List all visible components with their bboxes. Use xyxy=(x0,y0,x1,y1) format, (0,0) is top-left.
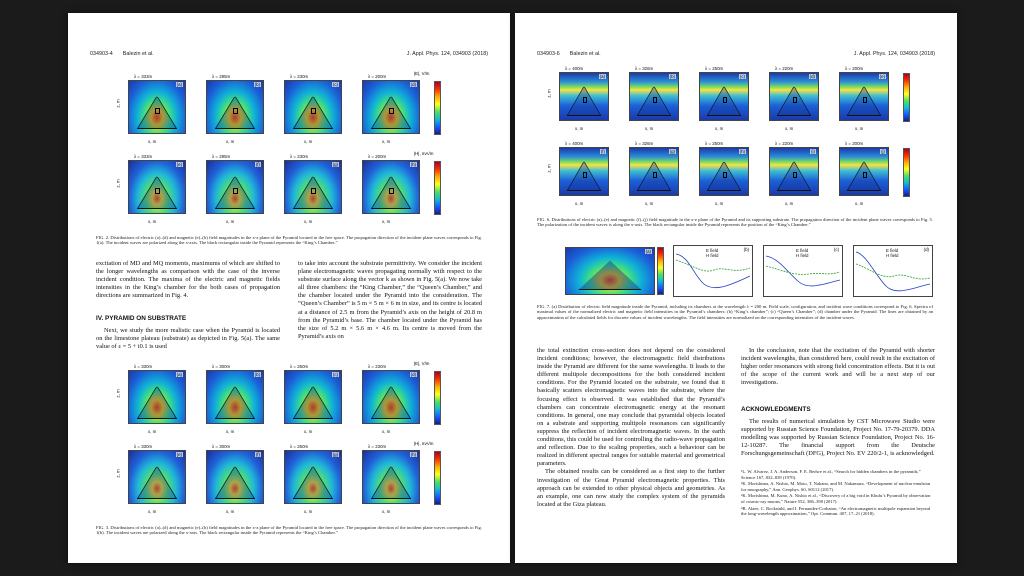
figure-7 xyxy=(565,243,937,303)
field-map xyxy=(839,72,889,121)
x-axis-label: x, m xyxy=(382,219,391,224)
x-axis-label: x, m xyxy=(226,219,235,224)
journal-ref: J. Appl. Phys. 124, 034903 (2018) xyxy=(853,51,935,57)
kings-chamber-marker xyxy=(653,97,657,103)
paragraph: excitation of MD and MQ moments, maximums of which are shifted to the longer wavelengths as comparison with the case of the inverse incident condition. The maxima of the electric and magnetic fields intensities in the King’s chamber for the both cases of propagation directions are summarized in Fig. 4. xyxy=(96,260,280,300)
kings-chamber-marker xyxy=(311,188,316,195)
field-map xyxy=(362,80,420,134)
field-map xyxy=(839,147,889,196)
colorbar xyxy=(903,73,910,122)
field-map xyxy=(362,160,420,214)
field-map xyxy=(284,370,342,424)
wavelength-label: λ = 230m xyxy=(290,74,309,79)
e-field-line xyxy=(676,254,750,288)
paragraph: the total extinction cross-section does not depend on the considered incident conditions; however, the electromagnetic field distributions inside the Pyramid are different for the same wavelengths. It leads to the different multipole decompositions for the both considered incident conditions. For the Pyramid located on the substrate, we found that it basically scatters electromagnetic waves into the substrate, where the focusing effect is observed. It was established that the Pyramid’s chambers can concentrate electromagnetic energy at the resonant conditions. In general, one may conclude that pyramidal objects located on a substrate and supporting multipole resonances can significantly suppress the reflection of incident electromagnetic waves. In the earth conditions, this could be used for controlling the radio-wave propagation and reflection. Due to the scaling properties, such a behaviour can be realized in different spectral ranges for suitable material and geometrical parameters. xyxy=(537,347,725,468)
colorbar-unit: |E|, V/m xyxy=(414,361,430,366)
legend-e: E field xyxy=(706,248,719,253)
panel-tag: (c) xyxy=(332,82,338,87)
reference: ²K. Morishima, A. Nishio, M. Moto, T. Nakano, and M. Nakamura, “Development of nuclear emulsion for muography,” Ann. Geophys. 60, S0112 (2017). xyxy=(741,481,931,492)
panel-tag: (g) xyxy=(669,149,675,154)
panel-tag: (b) xyxy=(254,82,260,87)
wavelength-label: λ = 230m xyxy=(290,154,309,159)
paragraph: In the conclusion, note that the excitation of the Pyramid with shorter incident wavelengths, than considered here, could result in the excitation of higher order resonances with strong field concentration effects. But it is out of the scope of the current work and will be a next step of our investigations. xyxy=(741,347,935,387)
wavelength-label: λ = 230m xyxy=(368,444,387,449)
kings-chamber-marker xyxy=(723,172,727,178)
kings-chamber-marker xyxy=(793,172,797,178)
references xyxy=(741,469,935,518)
field-panel xyxy=(198,445,266,517)
kings-chamber-marker xyxy=(311,108,316,115)
wavelength-label: λ = 400m xyxy=(565,141,584,146)
section-title: IV. PYRAMID ON SUBSTRATE xyxy=(96,315,187,322)
field-panel xyxy=(354,75,422,147)
y-axis-label: z, m xyxy=(115,469,121,478)
wavelength-label: λ = 260m xyxy=(290,364,309,369)
field-panel xyxy=(546,66,611,134)
ack-text xyxy=(741,418,935,458)
colorbar xyxy=(434,451,441,505)
x-axis-label: x, m xyxy=(575,126,584,131)
wavelength-label: λ = 220m xyxy=(775,66,794,71)
wavelength-label: λ = 326m xyxy=(635,141,654,146)
panel-tag: (f) xyxy=(600,149,605,154)
panel-tag: (a) xyxy=(176,82,182,87)
panel-tag: (h) xyxy=(410,452,416,457)
wavelength-label: λ = 200m xyxy=(368,74,387,79)
wavelength-label: λ = 200m xyxy=(845,66,864,71)
wavelength-label: λ = 300m xyxy=(212,364,231,369)
kings-chamber-marker xyxy=(863,172,867,178)
x-axis-label: x, m xyxy=(226,509,235,514)
field-map xyxy=(284,80,342,134)
panel-tag: (c) xyxy=(833,247,839,252)
wavelength-label: λ = 330m xyxy=(134,444,153,449)
x-axis-label: x, m xyxy=(575,201,584,206)
kings-chamber-marker xyxy=(233,108,238,115)
y-axis-label: z, m xyxy=(115,99,121,108)
figure-2 xyxy=(115,71,490,235)
pyramid-outline xyxy=(215,466,255,499)
figure-6-caption: FIG. 6. Distributions of electric (a)–(e) and magnetic (f)–(j) field magnitude in the x-z plane of the Pyramid and its supporting substrate. The propagation direction of the incident plane waves corresponds to Fig. 5. The polarization of the incident waves is along the x-axis. The black rectangular inside the Pyramid represents the position of the “King’s Chamber.” xyxy=(537,217,933,228)
kings-chamber-marker xyxy=(793,97,797,103)
figure-3-caption: FIG. 3. Distributions of electric (a)–(d) and magnetic (e)–(h) field magnitudes in the x-z plane of the Pyramid located in the free space. The propagation direction of the incident plane waves corresponds to Fig. 1(b). The incident waves are polarized along the x-axis. The black rectangular inside the Pyramid represents the “King’s Chamber.” xyxy=(96,525,482,536)
panel-tag: (c) xyxy=(332,372,338,377)
kings-chamber-marker xyxy=(723,97,727,103)
paragraph: Next, we study the more realistic case when the Pyramid is located on the limestone plateau (substrate) as depicted in Fig. 5(a). The same value of ε = 5 + i0.1 is used xyxy=(96,327,280,351)
panel-tag: (f) xyxy=(255,162,260,167)
legend-h: H field xyxy=(706,253,719,258)
panel-tag: (i) xyxy=(811,149,815,154)
fig7-spectrum-b xyxy=(673,245,753,297)
journal-ref: J. Appl. Phys. 124, 034903 (2018) xyxy=(406,51,488,57)
x-axis-label: x, m xyxy=(304,429,313,434)
panel-tag: (d) xyxy=(923,247,929,252)
field-map xyxy=(769,72,819,121)
panel-tag: (a) xyxy=(645,249,651,254)
field-map xyxy=(699,72,749,121)
field-map xyxy=(128,370,186,424)
field-panel xyxy=(198,155,266,227)
wavelength-label: λ = 285m xyxy=(212,154,231,159)
panel-tag: (d) xyxy=(809,74,815,79)
x-axis-label: x, m xyxy=(226,429,235,434)
wavelength-label: λ = 260m xyxy=(290,444,309,449)
wavelength-label: λ = 333m xyxy=(134,154,153,159)
wavelength-label: λ = 200m xyxy=(368,154,387,159)
left-page xyxy=(68,13,510,563)
x-axis-label: x, m xyxy=(148,219,157,224)
field-map xyxy=(559,147,609,196)
field-panel xyxy=(761,142,821,209)
x-axis-label: x, m xyxy=(148,509,157,514)
panel-tag: (h) xyxy=(739,149,745,154)
kings-chamber-marker xyxy=(863,97,867,103)
figure-7-caption: FIG. 7. (a) Distribution of electric field magnitude inside the Pyramid, including its chambers at the wavelength λ = 200 m. Field scale, configuration, and incident wave conditions correspond to Fig. 6. Spectra of maximal values of the normalized electric and magnetic field intensities in the Pyramid’s chambers: (b) “King’s chamber”; (c) “Queen’s Chamber”; (d) chamber under the Pyramid. The lines are obtained by an approximation of the calculated fields for discrete values of incident wavelengths. The field intensities are normalized on the corresponding intensities of the incident waves. xyxy=(537,304,933,320)
wavelength-label: λ = 300m xyxy=(212,444,231,449)
colorbar-unit: |H|, mA/m xyxy=(414,441,434,446)
x-axis-label: x, m xyxy=(855,126,864,131)
pyramid-outline xyxy=(293,466,333,499)
authors: Balezin et al. xyxy=(122,51,154,57)
x-axis-label: x, m xyxy=(226,139,235,144)
paragraph: to take into account the substrate permittivity. We consider the incident plane electromagnetic waves propagating normally with respect to the substrate surface along the vector k as shown in Fig. 5(a). We now take all three chambers: the “King Chamber,” the “Queen’s Chamber,” and the chamber located under the Pyramid into the consideration. The “Queen’s Chamber” is 5 m × 5 m × 6 m in size, and its centre is located at a distance of 2.5 m from the Pyramid’s axis on the height of 20.8 m from the Pyramid’s base. The chamber located under the Pyramid has the size of 5.2 m × 5.6 m × 4.6 m. Its centre is moved from the Pyramid’s axis on xyxy=(298,260,482,340)
field-panel xyxy=(621,142,681,209)
field-panel xyxy=(831,142,891,209)
colorbar xyxy=(434,371,441,425)
kings-chamber-marker xyxy=(233,188,238,195)
x-axis-label: x, m xyxy=(148,429,157,434)
field-map xyxy=(284,450,342,504)
field-panel xyxy=(546,141,611,209)
field-map xyxy=(629,72,679,121)
field-map xyxy=(559,72,609,121)
pyramid-outline xyxy=(578,260,641,290)
x-axis-label: x, m xyxy=(645,126,654,131)
field-panel xyxy=(276,365,344,437)
panel-tag: (f) xyxy=(255,452,260,457)
panel-tag: (h) xyxy=(410,162,416,167)
wavelength-label: λ = 333m xyxy=(134,74,153,79)
field-map xyxy=(629,147,679,196)
paragraph: The obtained results can be considered as a first step to the further investigation of the Great Pyramid electromagnetic properties. This approach can be extended to other physical objects and geometries. As an example, one can now study the complex system of the pyramids located at the Giza plateau. xyxy=(537,468,725,508)
figure-3 xyxy=(115,361,490,525)
field-map xyxy=(206,80,264,134)
ack-title: ACKNOWLEDGMENTS xyxy=(741,406,811,413)
field-panel xyxy=(115,74,188,147)
panel-tag: (a) xyxy=(599,74,605,79)
left-col-1 xyxy=(96,260,280,300)
reference: ¹L. W. Alvarez, J. A. Anderson, F. E. Bedwe et al., “Search for hidden chambers in the pyramids,” Science 167, 832–839 (1970). xyxy=(741,469,921,480)
field-map xyxy=(206,160,264,214)
wavelength-label: λ = 250m xyxy=(705,141,724,146)
field-panel xyxy=(354,365,422,437)
left-col-2 xyxy=(298,260,482,341)
colorbar-unit: |H|, mA/m xyxy=(414,151,434,156)
field-panel xyxy=(198,75,266,147)
field-panel xyxy=(354,445,422,517)
wavelength-label: λ = 330m xyxy=(134,364,153,369)
kings-chamber-marker xyxy=(389,108,394,115)
panel-tag: (d) xyxy=(410,82,416,87)
authors: Balezin et al. xyxy=(569,51,601,57)
panel-tag: (g) xyxy=(332,162,338,167)
kings-chamber-marker xyxy=(389,188,394,195)
panel-tag: (j) xyxy=(881,149,885,154)
field-map xyxy=(128,80,186,134)
x-axis-label: x, m xyxy=(382,139,391,144)
fig7-spectrum-c xyxy=(763,245,843,297)
colorbar xyxy=(903,148,910,197)
fig7-heatmap xyxy=(565,247,655,295)
panel-tag: (b) xyxy=(669,74,675,79)
page-id: 034903-6 xyxy=(537,51,560,57)
x-axis-label: x, m xyxy=(715,126,724,131)
x-axis-label: x, m xyxy=(715,201,724,206)
kings-chamber-marker xyxy=(155,108,160,115)
e-field-line xyxy=(766,256,840,286)
y-axis-label: z, m xyxy=(115,179,121,188)
field-panel xyxy=(691,67,751,134)
reference: ³K. Morishima, M. Kuno, A. Nishio et al., “Discovery of a big void in Khufu’s Pyramid by observation of cosmic-ray muons,” Nature 552, 386–390 (2017). xyxy=(741,493,931,504)
field-map xyxy=(128,450,186,504)
field-panel xyxy=(621,67,681,134)
field-map xyxy=(206,370,264,424)
field-map xyxy=(362,370,420,424)
fig7-spectrum-d xyxy=(853,245,933,297)
kings-chamber-marker xyxy=(583,172,587,178)
wavelength-label: λ = 220m xyxy=(775,141,794,146)
left-col-1b xyxy=(96,327,280,351)
panel-tag: (b) xyxy=(254,372,260,377)
field-panel xyxy=(115,444,188,517)
panel-tag: (e) xyxy=(176,452,182,457)
h-field-line xyxy=(766,266,840,274)
field-map xyxy=(128,160,186,214)
y-axis-label: z, m xyxy=(115,389,121,398)
panel-tag: (b) xyxy=(743,247,749,252)
field-panel xyxy=(354,155,422,227)
pyramid-outline xyxy=(215,386,255,419)
kings-chamber-marker xyxy=(155,188,160,195)
right-page xyxy=(515,13,957,563)
x-axis-label: x, m xyxy=(382,429,391,434)
field-map xyxy=(284,160,342,214)
wavelength-label: λ = 400m xyxy=(565,66,584,71)
field-panel xyxy=(691,142,751,209)
pyramid-outline xyxy=(371,386,411,419)
figure-2-caption: FIG. 2. Distributions of electric (a)–(d) and magnetic (e)–(h) field magnitudes in the x-z plane of the Pyramid located in the free space. The propagation direction of the incident plane waves corresponds to Fig. 1(a). The incident waves are polarized along the x-axis. The black rectangular inside the Pyramid represents the “King’s Chamber.” xyxy=(96,235,482,246)
field-panel xyxy=(198,365,266,437)
legend-h: H field xyxy=(796,253,809,258)
pyramid-outline xyxy=(137,466,177,499)
colorbar xyxy=(434,81,441,135)
field-map xyxy=(362,450,420,504)
field-panel xyxy=(276,155,344,227)
kings-chamber-marker xyxy=(653,172,657,178)
y-axis-label: z, m xyxy=(546,163,552,173)
x-axis-label: x, m xyxy=(304,219,313,224)
colorbar xyxy=(434,161,441,215)
kings-chamber-marker xyxy=(583,97,587,103)
panel-tag: (a) xyxy=(176,372,182,377)
field-panel xyxy=(761,67,821,134)
field-panel xyxy=(115,154,188,227)
paragraph: The results of numerical simulation by CST Microwave Studio were supported by Russian Science Foundation, Project No. 17-79-20379. DDA modelling was supported by Russian Science Foundation, Project No. 16-12-10287. The financial support from the Deutsche Forschungsgemeinschaft (DFG), Project No. EV 220/2-1, is acknowledged. xyxy=(741,418,935,458)
colorbar-unit: |E|, V/m xyxy=(414,71,430,76)
wavelength-label: λ = 200m xyxy=(845,141,864,146)
colorbar xyxy=(657,247,664,295)
y-axis-label: z, m xyxy=(546,88,552,98)
x-axis-label: x, m xyxy=(304,139,313,144)
panel-tag: (e) xyxy=(879,74,885,79)
x-axis-label: x, m xyxy=(785,126,794,131)
legend-e: E field xyxy=(886,248,899,253)
wavelength-label: λ = 326m xyxy=(635,66,654,71)
field-panel xyxy=(276,445,344,517)
field-panel xyxy=(115,364,188,437)
panel-tag: (g) xyxy=(332,452,338,457)
field-map xyxy=(206,450,264,504)
x-axis-label: x, m xyxy=(855,201,864,206)
field-panel xyxy=(276,75,344,147)
reference: ⁴R. Alaee, C. Rockstuhl, and I. Fernandez-Corbaton, “An electromagnetic multipole expansion beyond the long-wavelength approximation,” Opt. Commun. 407, 17–21 (2018). xyxy=(741,505,931,517)
x-axis-label: x, m xyxy=(148,139,157,144)
x-axis-label: x, m xyxy=(645,201,654,206)
figure-6 xyxy=(546,66,941,217)
field-map xyxy=(769,147,819,196)
wavelength-label: λ = 285m xyxy=(212,74,231,79)
x-axis-label: x, m xyxy=(382,509,391,514)
pyramid-outline xyxy=(137,386,177,419)
page-id: 034903-4 xyxy=(90,51,113,57)
legend-h: H field xyxy=(886,253,899,258)
field-map xyxy=(699,147,749,196)
x-axis-label: x, m xyxy=(304,509,313,514)
x-axis-label: x, m xyxy=(785,201,794,206)
pyramid-outline xyxy=(293,386,333,419)
wavelength-label: λ = 250m xyxy=(705,66,724,71)
panel-tag: (c) xyxy=(739,74,745,79)
right-col-1 xyxy=(537,347,725,509)
right-col-2 xyxy=(741,347,935,387)
legend-e: E field xyxy=(796,248,809,253)
field-panel xyxy=(831,67,891,134)
h-field-line xyxy=(856,264,930,279)
panel-tag: (d) xyxy=(410,372,416,377)
pyramid-outline xyxy=(371,466,411,499)
panel-tag: (e) xyxy=(176,162,182,167)
wavelength-label: λ = 230m xyxy=(368,364,387,369)
